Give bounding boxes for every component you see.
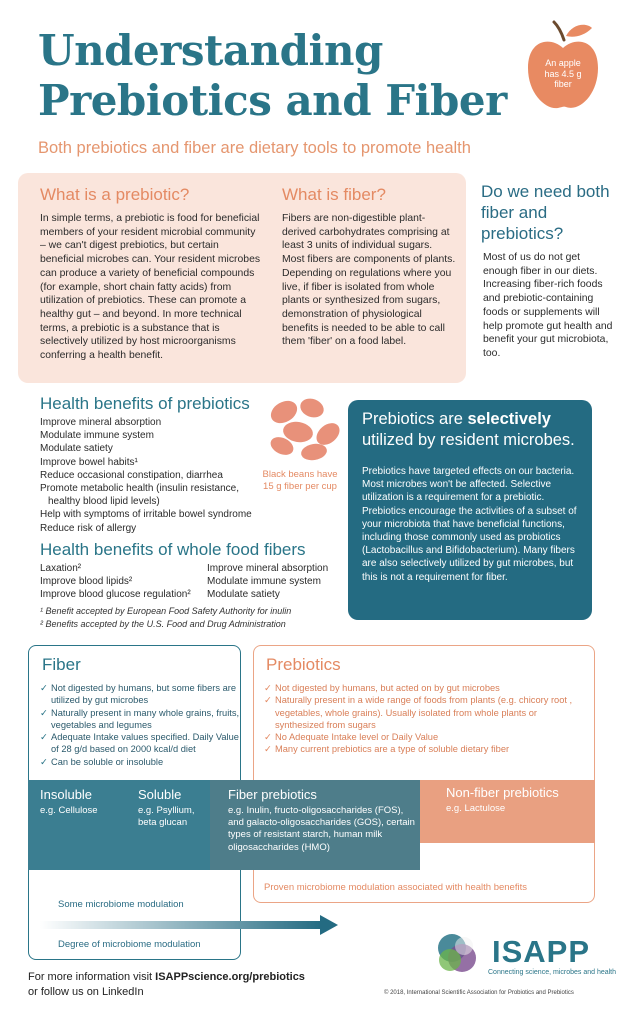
title-line-1: Understanding xyxy=(38,26,383,75)
check-icon: ✓ xyxy=(40,707,48,718)
list-item: Help with symptoms of irritable bowel syndrome xyxy=(40,509,252,521)
list-item: Improve mineral absorption xyxy=(207,563,329,574)
selective-heading-post: utilized by resident microbes. xyxy=(362,431,575,449)
list-item: Improve blood lipids² xyxy=(40,575,133,587)
page-title xyxy=(38,26,538,126)
black-beans-icon xyxy=(262,394,346,464)
copyright: © 2018, International Scientific Association for Probiotics and Prebiotics xyxy=(384,990,574,996)
footer-linkedin: or follow us on LinkedIn xyxy=(28,986,144,998)
apple-caption-line: An apple xyxy=(545,58,581,68)
list-item xyxy=(40,682,240,707)
footnote-1: ¹ Benefit accepted by European Food Safety Authority for inulin xyxy=(40,606,292,616)
check-text: Adequate Intake values specified. Daily Value of 28 g/d based on 2000 kcal/d diet xyxy=(51,732,239,755)
isapp-logo: ISAPP xyxy=(492,934,591,969)
list-item xyxy=(40,731,240,756)
check-icon: ✓ xyxy=(40,732,48,743)
check-icon: ✓ xyxy=(40,683,48,693)
check-icon: ✓ xyxy=(264,744,272,755)
list-item: Reduce occasional constipation, diarrhea xyxy=(40,469,223,481)
isapp-logo-icon xyxy=(432,930,488,978)
isapp-tagline: Connecting science, microbes and health xyxy=(488,969,617,976)
some-modulation-text: Some microbiome modulation xyxy=(58,899,184,910)
need-both-text: Most of us do not get enough fiber in our diets. Increasing fiber-rich foods and prebiotic-containing foods or supplements will help promote gut health and benefit your gut microbiota, too. xyxy=(483,252,613,359)
check-text: Not digested by humans, but acted on by gut microbes xyxy=(275,683,500,693)
check-icon: ✓ xyxy=(264,732,272,743)
selective-text: Prebiotics have targeted effects on our bacteria. Most microbes won't be affected. Selective utilization is a requirement for a prebiotic. Prebiotics encourage the activities of a subset of your microbiota that have beneficial functions, including those commonly used as probiotics (Lactobacillus and Bifidobacterium). Many fibers are also selectively utilized by gut microbes, but this is not a requirement for fiber. xyxy=(362,466,577,583)
check-text: Can be soluble or insoluble xyxy=(51,756,164,767)
list-item: Modulate immune system xyxy=(207,575,321,587)
check-text: Naturally present in a wide range of foods from plants (e.g. chicory root , vegetables, whole grains). Usually isolated from whole plants or synthesized from sugars xyxy=(275,695,573,730)
list-item xyxy=(40,756,240,768)
title-line-2: Prebiotics and Fiber xyxy=(38,76,507,125)
prebiotic-box-title: Prebiotics xyxy=(266,655,341,674)
soluble-label: Soluble xyxy=(138,787,182,802)
list-item: Improve blood glucose regulation² xyxy=(40,588,191,600)
website-link[interactable]: ISAPPscience.org/prebiotics xyxy=(155,971,305,983)
prebiotic-checklist xyxy=(264,682,586,756)
beans-caption-line: Black beans have xyxy=(262,469,338,480)
proven-modulation-text: Proven microbiome modulation associated with health benefits xyxy=(264,882,527,893)
beans-caption xyxy=(258,469,342,492)
nonfiber-prebiotics-example: e.g. Lactulose xyxy=(446,803,506,814)
insoluble-label: Insoluble xyxy=(40,787,93,802)
apple-caption-line: has 4.5 g xyxy=(544,68,582,79)
list-item: Reduce risk of allergy xyxy=(40,522,137,534)
fiber-benefits-column-2 xyxy=(207,563,347,601)
selective-heading xyxy=(362,409,592,451)
list-item: Laxation² xyxy=(40,563,82,574)
what-is-prebiotic-heading: What is a prebiotic? xyxy=(40,185,190,204)
check-icon: ✓ xyxy=(40,756,48,767)
selective-heading-pre: Prebiotics are xyxy=(362,410,468,428)
list-item xyxy=(264,694,586,731)
list-item: Modulate satiety xyxy=(207,588,280,600)
need-both-heading: Do we need both fiber and prebiotics? xyxy=(481,182,610,243)
fiber-prebiotics-example: e.g. Inulin, fructo-oligosaccharides (FOS), and galacto-oligosaccharides (GOS), certain types of resistant starch, human milk oligosaccharides (HMO) xyxy=(228,805,415,853)
insoluble-example: e.g. Cellulose xyxy=(40,805,98,816)
check-icon: ✓ xyxy=(264,695,272,706)
prebiotic-benefits-list xyxy=(40,416,270,535)
check-text: Many current prebiotics are a type of soluble dietary fiber xyxy=(275,744,510,755)
list-item: Improve bowel habits¹ xyxy=(40,456,138,468)
footnote-2: ² Benefits accepted by the U.S. Food and Drug Administration xyxy=(40,619,286,629)
list-item: Improve mineral absorption xyxy=(40,417,162,428)
nonfiber-prebiotics-label: Non-fiber prebiotics xyxy=(446,785,559,800)
fiber-box-title: Fiber xyxy=(42,655,81,674)
soluble-example: e.g. Psyllium, beta glucan xyxy=(138,805,195,829)
check-text: Naturally present in many whole grains, fruits, vegetables and legumes xyxy=(51,707,240,730)
list-item xyxy=(264,743,586,755)
degree-modulation-text: Degree of microbiome modulation xyxy=(58,939,201,950)
fiber-prebiotics-label: Fiber prebiotics xyxy=(228,787,317,802)
apple-caption xyxy=(530,58,596,90)
beans-caption-line: 15 g fiber per cup xyxy=(263,480,337,492)
list-item: Modulate immune system xyxy=(40,430,154,442)
list-item xyxy=(264,682,586,694)
check-icon: ✓ xyxy=(264,683,272,693)
apple-caption-line: fiber xyxy=(554,79,572,89)
check-text: Not digested by humans, but some fibers are utilized by gut microbes xyxy=(51,683,237,706)
footer-visit xyxy=(28,971,305,983)
what-is-fiber-text: Fibers are non-digestible plant-derived carbohydrates comprising at least 3 units of individual sugars. Most fibers are components of plants. Depending on regulations where you live, if fiber is isolated from whole plants or synthesized from sugars, demonstration of physiological benefits is needed to be able to call them 'fiber' on a food label. xyxy=(282,213,456,348)
list-item xyxy=(40,707,240,732)
what-is-prebiotic-text: In simple terms, a prebiotic is food for beneficial members of your resident microbial community – we can't digest prebiotics, but certain beneficial microbes can. Your resident microbes can produce a variety of beneficial compounds (for example, short chain fatty acids) from utilization of prebiotics. These can promote a healthy gut – and beyond. In more technical terms, a prebiotic is a substance that is selectively utilized by host microorganisms conferring a health benefit. xyxy=(40,213,261,362)
fiber-checklist xyxy=(40,682,240,768)
list-item: Promote metabolic health (insulin resistance, xyxy=(40,483,239,495)
page-subtitle: Both prebiotics and fiber are dietary tools to promote health xyxy=(38,139,471,157)
footer-visit-text: For more information visit xyxy=(28,971,156,983)
fiber-benefits-column-1 xyxy=(40,563,210,601)
list-item: Modulate satiety xyxy=(40,443,113,455)
fiber-benefits-heading: Health benefits of whole food fibers xyxy=(40,540,306,559)
prebiotic-benefits-heading: Health benefits of prebiotics xyxy=(40,394,250,413)
list-item xyxy=(264,731,586,743)
selective-heading-bold: selectively xyxy=(467,410,551,428)
check-text: No Adequate Intake level or Daily Value xyxy=(275,732,439,743)
modulation-gradient-arrow xyxy=(40,914,340,936)
list-item: healthy blood lipid levels) xyxy=(48,496,160,508)
what-is-fiber-heading: What is fiber? xyxy=(282,185,386,204)
